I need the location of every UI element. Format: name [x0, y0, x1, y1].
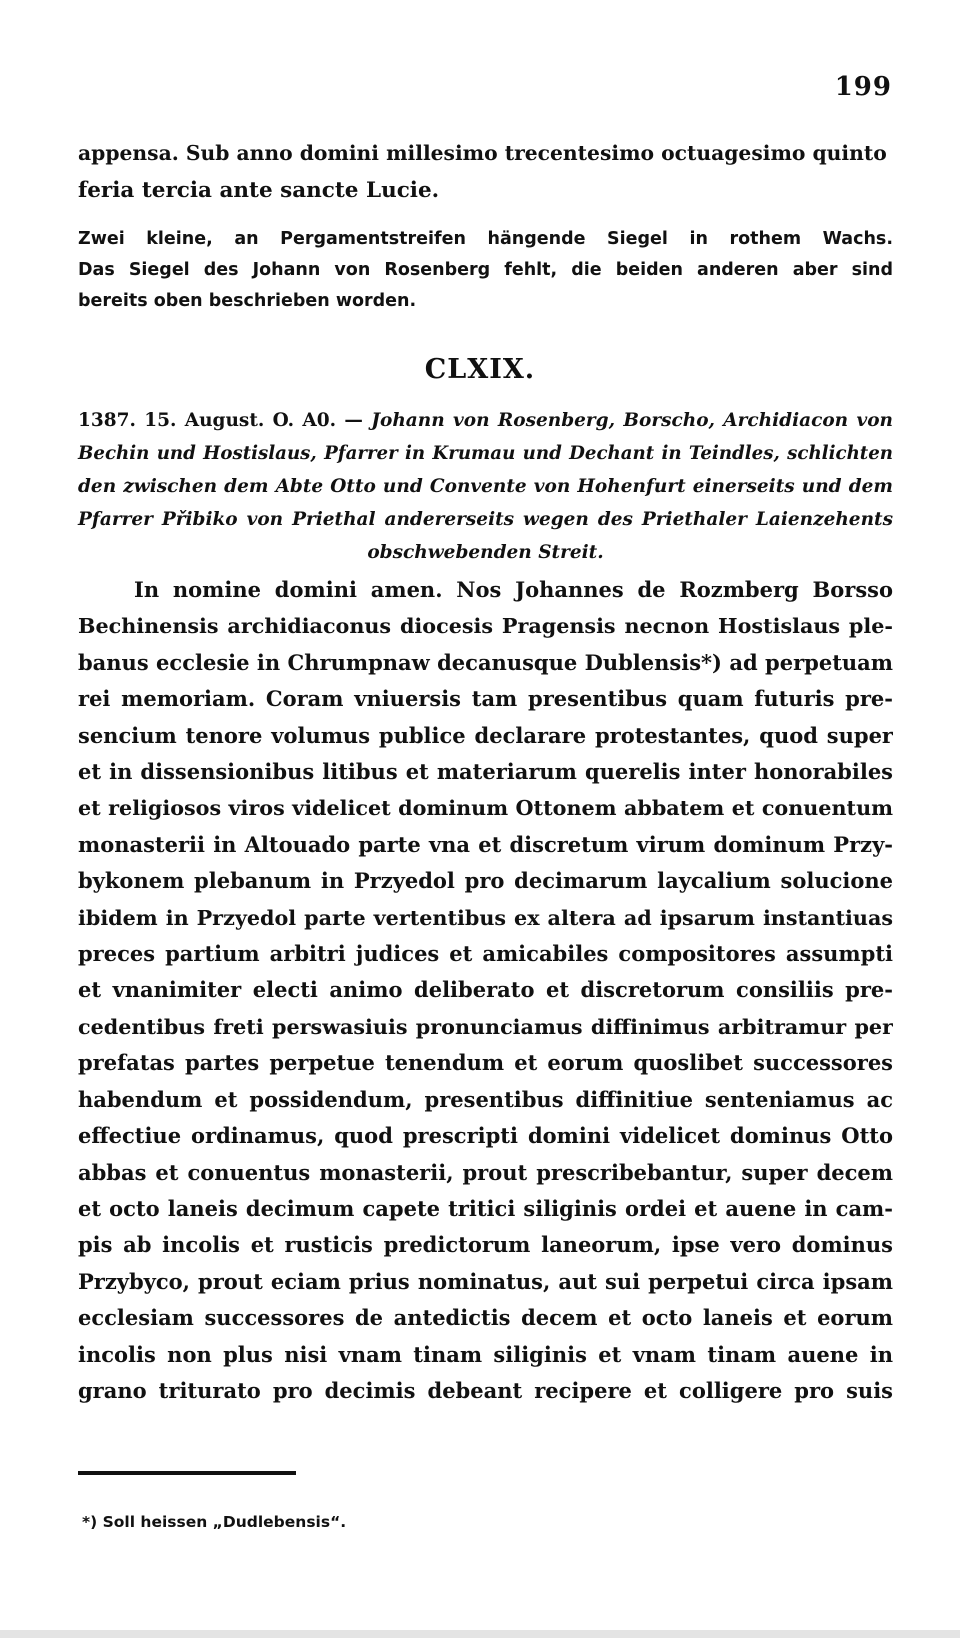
document-date: 1387. 15. August. O. A0. — [78, 410, 363, 431]
text-line: prefatas partes perpetue tenendum et eorum quoslibet successores [78, 1050, 893, 1076]
text-line: habendum et possidendum, presentibus diffinitiue senteniamus ac [78, 1086, 893, 1112]
text-line: Bechin und Hostislaus, Pfarrer in Krumau und Dechant in Teindles, schlichten [78, 443, 893, 464]
text-line: rei memoriam. Coram vniuersis tam presentibus quam futuris pre- [78, 686, 893, 712]
text-line: effectiue ordinamus, quod prescripti domini videlicet dominus Otto [78, 1123, 893, 1149]
text-line: bykonem plebanum in Przyedol pro decimarum laycalium solucione [78, 868, 893, 894]
text-line: appensa. Sub anno domini millesimo trecentesimo octuagesimo quinto [78, 141, 887, 165]
regest-first-line [78, 404, 893, 437]
charter-text [78, 572, 893, 1409]
text-line: banus ecclesie in Chrumpnaw decanusque Dublensis*) ad perpetuam [78, 649, 893, 675]
text-line: feria tercia ante sancte Lucie. [78, 178, 440, 203]
footnote: *) Soll heissen „Dudlebensis“. [82, 1513, 347, 1531]
text-line: obschwebenden Streit. [367, 542, 604, 563]
page-edge [0, 1630, 960, 1638]
text-line: et in dissensionibus litibus et materiarum querelis inter honorabiles [78, 759, 893, 785]
page-number: 199 [834, 72, 892, 102]
text-line: et religiosos viros videlicet dominum Ottonem abbatem et conuentum [78, 796, 893, 821]
text-line: et octo laneis decimum capete tritici siliginis ordei et auene in cam- [78, 1195, 893, 1221]
text-line: ibidem in Przyedol parte vertentibus ex altera ad ipsarum instantiuas [78, 905, 893, 930]
text-line: et vnanimiter electi animo deliberato et discretorum consiliis pre- [78, 977, 893, 1003]
text-line: Zwei kleine, an Pergamentstreifen hängende Siegel in rothem Wachs. [78, 229, 893, 249]
text-line: grano triturato pro decimis debeant recipere et colligere pro suis [78, 1377, 893, 1403]
text-line: cedentibus freti perswasiuis pronunciamus diffinimus arbitramur per [78, 1014, 893, 1039]
text-line: abbas et conuentus monasterii, prout prescribebantur, super decem [78, 1159, 893, 1185]
text-line: Das Siegel des Johann von Rosenberg fehlt, die beiden anderen aber sind [78, 260, 893, 280]
text-line: Bechinensis archidiaconus diocesis Pragensis necnon Hostislaus ple- [78, 614, 893, 639]
seal-description [78, 224, 893, 317]
document-regest [78, 404, 893, 569]
text-line: Pfarrer Přibiko von Priethal andererseits wegen des Priethaler Laienzehents [78, 509, 893, 530]
document-number: CLXIX. [424, 354, 536, 385]
text-line: incolis non plus nisi vnam tinam siliginis et vnam tinam auene in [78, 1341, 893, 1367]
text-line: Przybyco, prout eciam prius nominatus, aut sui perpetui circa ipsam [78, 1268, 893, 1294]
text-line: In nomine domini amen. Nos Johannes de Rozmberg Borsso [134, 577, 893, 602]
regest-text: Johann von Rosenberg, Borscho, Archidiacon von [371, 410, 893, 431]
text-line: monasterii in Altouado parte vna et discretum virum dominum Przy- [78, 831, 893, 857]
text-line: den zwischen dem Abte Otto und Convente von Hohenfurt einerseits und dem [78, 476, 893, 497]
intro-text [78, 134, 893, 210]
text-line: sencium tenore volumus publice declarare protestantes, quod super [78, 722, 893, 748]
footnote-divider [78, 1471, 296, 1475]
text-line: pis ab incolis et rusticis predictorum laneorum, ipse vero dominus [78, 1232, 893, 1258]
text-line: preces partium arbitri judices et amicabiles compositores assumpti [78, 941, 893, 967]
text-line: ecclesiam successores de antedictis decem et octo laneis et eorum [78, 1305, 893, 1331]
text-line: bereits oben beschrieben worden. [78, 291, 417, 311]
